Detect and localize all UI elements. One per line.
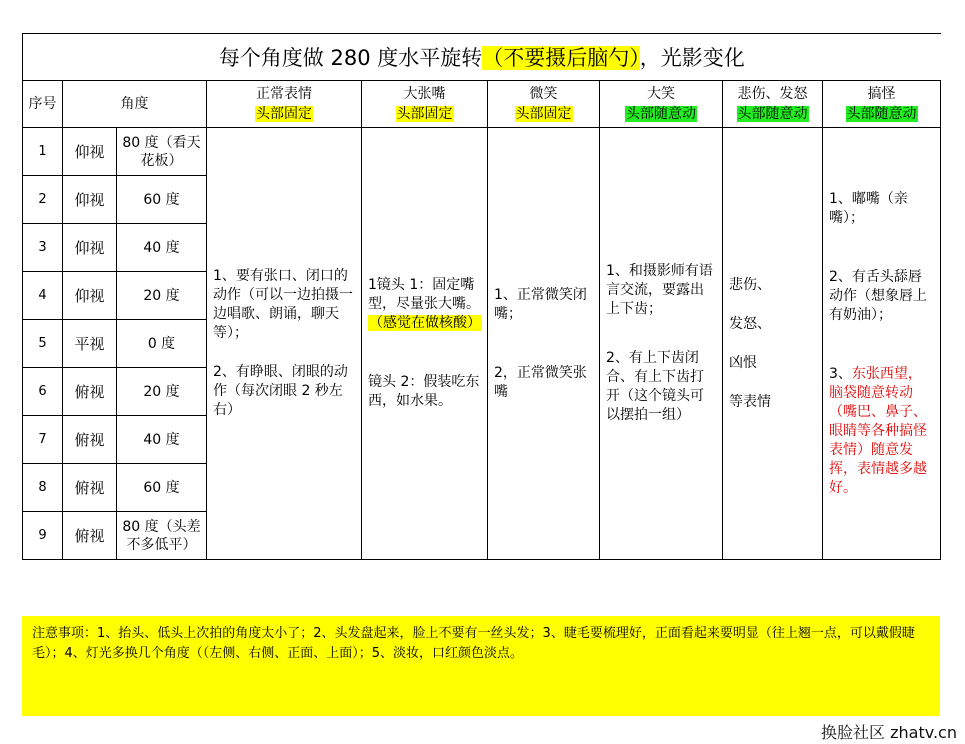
row-view: 仰视: [63, 128, 117, 176]
row-number: 5: [23, 320, 63, 368]
row-degree: 40 度: [117, 224, 207, 272]
row-number: 6: [23, 368, 63, 416]
row-number: 7: [23, 416, 63, 464]
row-number: 2: [23, 176, 63, 224]
title-main: 每个角度做 280 度水平旋转: [218, 46, 483, 70]
row-degree: 0 度: [117, 320, 207, 368]
header-funny: 搞怪 头部随意动: [823, 81, 941, 128]
header-open-mouth: 大张嘴 头部固定: [362, 81, 488, 128]
row-degree: 60 度: [117, 464, 207, 512]
row-degree: 40 度: [117, 416, 207, 464]
notice-text: 注意事项：1、抬头、低头上次拍的角度太小了；2、头发盘起来，脸上不要有一丝头发；3、睫毛要梳理好，正面看起来要明显（往上翘一点，可以戴假睫毛）；4、灯光多换几个角度（（左侧、右侧、正面、上面）；5、淡妆，口红颜色淡点。: [32, 626, 915, 661]
row-view: 俯视: [63, 464, 117, 512]
notice-box: [22, 616, 940, 716]
title-highlight: （不要摄后脑勺）: [482, 46, 640, 70]
tag-head-free: 头部随意动: [846, 106, 917, 122]
row-degree: 80 度（看天花板）: [117, 128, 207, 176]
normal-expression-notes: 1、要有张口、闭口的动作（可以一边拍摄一边唱歌、朗诵，聊天等）； 2、有睁眼、闭眼的动作（每次闭眼 2 秒左右）: [207, 128, 362, 560]
tag-head-free: 头部随意动: [626, 106, 696, 122]
tag-head-fixed: 头部固定: [515, 106, 572, 122]
row-number: 4: [23, 272, 63, 320]
tag-head-free: 头部随意动: [737, 106, 808, 122]
table-title: [23, 34, 941, 81]
tag-head-fixed: 头部固定: [256, 106, 312, 122]
row-degree: 80 度（头差不多低平）: [117, 512, 207, 560]
funny-notes: 1、嘟嘴（亲嘴）； 2、有舌头舔唇动作（想象唇上有奶油）； 3、东张西望，脑袋随意转动（嘴巴、鼻子、眼睛等各种搞怪表情）随意发挥，表情越多越好。: [823, 128, 941, 560]
row-number: 3: [23, 224, 63, 272]
row-view: 仰视: [63, 176, 117, 224]
row-degree: 20 度: [117, 272, 207, 320]
open-mouth-notes: 1镜头 1：固定嘴型，尽量张大嘴。（感觉在做核酸） 镜头 2：假装吃东西，如水果。: [362, 128, 488, 560]
row-view: 俯视: [63, 512, 117, 560]
header-sad-angry: 悲伤、发怒 头部随意动: [723, 81, 823, 128]
laugh-notes: 1、和摄影师有语言交流，要露出上下齿； 2、有上下齿闭合、有上下齿打开（这个镜头可以摆拍一组）: [600, 128, 723, 560]
tag-head-fixed: 头部固定: [396, 106, 453, 122]
row-number: 1: [23, 128, 63, 176]
row-view: 仰视: [63, 224, 117, 272]
row-view: 俯视: [63, 368, 117, 416]
row-number: 9: [23, 512, 63, 560]
table-row: [23, 128, 941, 176]
schedule-table-wrapper: [22, 33, 940, 560]
header-angle: 角度: [63, 81, 207, 128]
row-view: 平视: [63, 320, 117, 368]
row-view: 仰视: [63, 272, 117, 320]
row-view: 俯视: [63, 416, 117, 464]
header-normal-expression: 正常表情 头部固定: [207, 81, 362, 128]
header-smile: 微笑 头部固定: [488, 81, 600, 128]
header-laugh: 大笑 头部随意动: [600, 81, 723, 128]
shooting-schedule-table: [22, 33, 941, 560]
row-degree: 20 度: [117, 368, 207, 416]
header-index: 序号: [23, 81, 63, 128]
row-degree: 60 度: [117, 176, 207, 224]
sad-angry-notes: 悲伤、 发怒、 凶恨 等表情: [723, 128, 823, 560]
watermark: 换脸社区 zhatv.cn: [821, 723, 957, 742]
row-number: 8: [23, 464, 63, 512]
smile-notes: 1、正常微笑闭嘴； 2，正常微笑张嘴: [488, 128, 600, 560]
title-tail: ，光影变化: [639, 46, 745, 70]
